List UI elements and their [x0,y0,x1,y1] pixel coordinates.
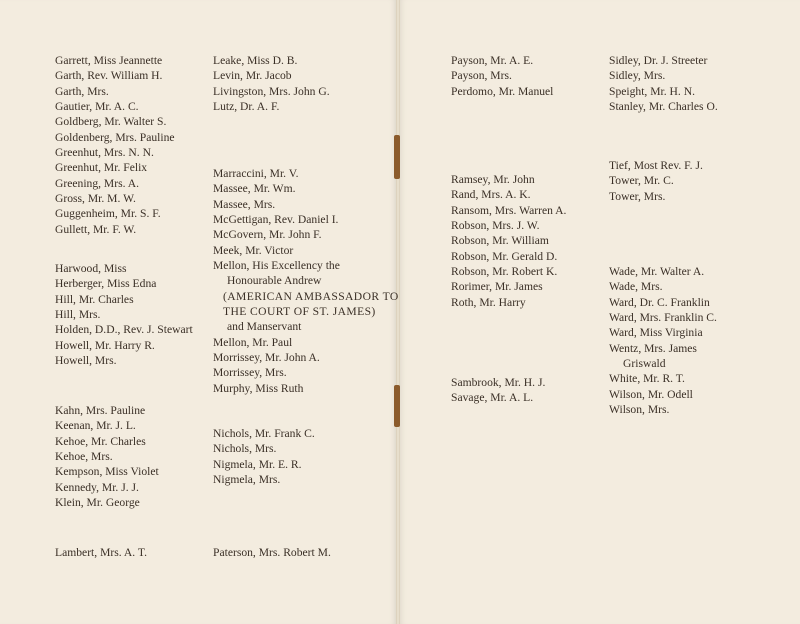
name-entry: Sidley, Mrs. [609,69,666,83]
name-entry: Klein, Mr. George [55,496,140,510]
name-entry-continuation: Honourable Andrew [227,274,322,288]
name-entry: Perdomo, Mr. Manuel [451,84,554,98]
name-entry: Holden, D.D., Rev. J. Stewart [55,323,193,337]
column-1-k-names [55,403,159,510]
name-entry: Garrett, Miss Jeannette [55,54,163,67]
name-entry: Keenan, Mr. J. L. [55,419,136,433]
column-2-l-names [213,53,330,114]
name-entry: Howell, Mrs. [55,354,117,368]
name-entry: Stanley, Mr. Charles O. [609,100,718,114]
name-entry: Leake, Miss D. B. [213,54,298,67]
ambassador-note: THE COURT OF ST. JAMES) [223,305,376,319]
name-entry: Goldberg, Mr. Walter S. [55,115,167,129]
name-entry: Robson, Mr. Gerald D. [451,249,558,263]
name-entry: Tower, Mr. C. [609,174,674,188]
name-entry: Guggenheim, Mr. S. F. [55,207,161,221]
name-entry: Harwood, Miss [55,262,127,275]
name-entry: Wade, Mr. Walter A. [609,265,705,278]
name-entry: Kempson, Miss Violet [55,465,159,479]
name-entry: Ward, Mrs. Franklin C. [609,311,717,325]
name-entry: Herberger, Miss Edna [55,277,157,291]
name-entry: Ward, Miss Virginia [609,326,703,340]
name-entry: Ramsey, Mr. John [451,173,535,186]
name-entry: White, Mr. R. T. [609,372,685,386]
name-entry: Payson, Mr. A. E. [451,54,534,67]
column-3-p-names [451,53,553,99]
name-entry: Lutz, Dr. A. F. [213,100,280,114]
column-4-t-names [609,158,703,204]
name-entry: Goldenberg, Mrs. Pauline [55,130,175,144]
name-entry: Speight, Mr. H. N. [609,84,695,98]
name-entry: Rorimer, Mr. James [451,280,543,294]
column-2-m-names [213,166,399,396]
name-entry: Kehoe, Mr. Charles [55,434,146,448]
column-3-r-names [451,172,566,310]
name-entry: Gautier, Mr. A. C. [55,100,139,114]
name-entry: Wentz, Mrs. James [609,341,697,355]
name-entry: Kehoe, Mrs. [55,450,113,464]
name-entry: Hill, Mr. Charles [55,292,134,306]
name-entry: Robson, Mr. Robert K. [451,265,558,279]
name-entry: Kahn, Mrs. Pauline [55,404,146,417]
name-entry: Hill, Mrs. [55,308,101,322]
name-entry: Howell, Mr. Harry R. [55,338,155,352]
name-entry: Levin, Mr. Jacob [213,69,292,83]
name-entry: Meek, Mr. Victor [213,243,294,257]
name-entry: Robson, Mr. William [451,234,549,248]
name-entry: Tief, Most Rev. F. J. [609,159,703,172]
name-entry: Sidley, Dr. J. Streeter [609,54,708,67]
name-entry: Wilson, Mrs. [609,403,670,417]
name-entry: Morrissey, Mr. John A. [213,351,320,365]
name-entry: Greenhut, Mrs. N. N. [55,146,154,160]
name-entry: Massee, Mr. Wm. [213,182,296,196]
name-entry: Kennedy, Mr. J. J. [55,480,139,494]
name-entry: Wilson, Mr. Odell [609,387,693,401]
name-entry: Robson, Mrs. J. W. [451,219,540,233]
name-entry: Gross, Mr. M. W. [55,192,136,206]
name-entry: Roth, Mr. Harry [451,295,526,309]
column-1-h-names [55,261,193,368]
column-3-s-names [451,375,545,406]
column-4-w-names [609,264,717,417]
name-entry: McGettigan, Rev. Daniel I. [213,213,339,227]
name-entry: Tower, Mrs. [609,189,666,203]
name-entry-continuation: and Manservant [227,320,302,334]
name-entry: Livingston, Mrs. John G. [213,84,330,98]
name-entry: Sambrook, Mr. H. J. [451,376,546,389]
name-entry: Ransom, Mrs. Warren A. [451,203,567,217]
name-entry: Rand, Mrs. A. K. [451,188,531,202]
name-entry: Garth, Mrs. [55,84,109,98]
name-entry: Nichols, Mrs. [213,442,277,456]
column-2-p-names [213,545,331,560]
name-entry: Savage, Mr. A. L. [451,391,534,405]
name-entry: Marraccini, Mr. V. [213,167,299,180]
column-4-s-names [609,53,718,114]
name-entry: McGovern, Mr. John F. [213,228,322,242]
name-entry: Nichols, Mr. Frank C. [213,427,315,440]
name-entry: Ward, Dr. C. Franklin [609,295,710,309]
name-entry: Greenhut, Mr. Felix [55,161,148,175]
name-entry: Morrissey, Mrs. [213,366,287,380]
name-entry: Garth, Rev. William H. [55,69,163,83]
name-entry: Paterson, Mrs. Robert M. [213,546,331,559]
name-entry: Wade, Mrs. [609,280,663,294]
name-entry: Nigmela, Mr. E. R. [213,457,302,471]
ambassador-note: (AMERICAN AMBASSADOR TO [223,289,399,303]
name-entry: Mellon, His Excellency the [213,259,340,273]
name-entry: Gullett, Mr. F. W. [55,222,137,236]
name-entry: Murphy, Miss Ruth [213,381,304,395]
name-entry: Nigmela, Mrs. [213,473,281,487]
name-entry: Greening, Mrs. A. [55,176,140,190]
column-1-names [55,53,175,237]
name-entry: Payson, Mrs. [451,69,512,83]
name-entry: Massee, Mrs. [213,197,276,211]
name-entry-continuation: Griswald [623,357,666,371]
name-entry: Lambert, Mrs. A. T. [55,546,147,559]
column-2-n-names [213,426,315,487]
name-entry: Mellon, Mr. Paul [213,335,293,349]
column-1-l-names [55,545,147,560]
